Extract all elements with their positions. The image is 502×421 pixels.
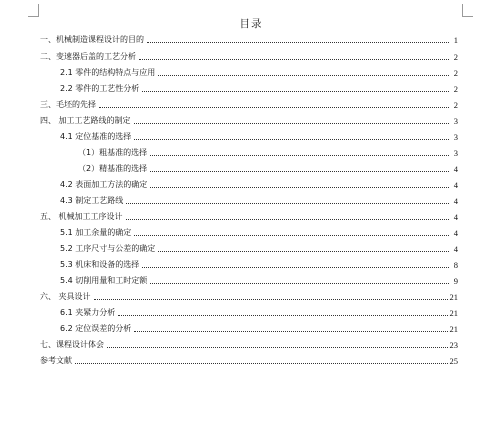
dot-leader	[150, 281, 449, 284]
dot-leader	[126, 201, 449, 204]
toc-entry-page: 4	[453, 196, 458, 206]
toc-entry-text: 5.4 切削用量和工时定额	[60, 276, 148, 285]
dot-leader	[147, 40, 449, 43]
dot-leader	[142, 89, 449, 92]
toc-entry-page: 25	[449, 356, 458, 366]
dot-leader	[126, 217, 449, 220]
toc-title: 目录	[239, 18, 263, 30]
dot-leader	[158, 249, 449, 252]
toc-entry-text: 2.2 零件的工艺性分析	[60, 84, 140, 93]
toc-entry[interactable]	[60, 178, 458, 190]
toc-entry[interactable]	[40, 338, 458, 350]
toc-entry-page: 9	[453, 276, 458, 286]
toc-entry-page: 21	[449, 292, 458, 302]
dot-leader	[134, 233, 449, 236]
dot-leader	[107, 345, 448, 348]
toc-entry-text: 2.1 零件的结构特点与应用	[60, 68, 156, 77]
toc-entry-text: （2）精基准的选择	[78, 164, 148, 173]
toc-entry[interactable]	[40, 354, 458, 366]
dot-leader	[118, 313, 447, 316]
toc-entry[interactable]	[60, 258, 458, 270]
toc-entry-page: 23	[449, 340, 458, 350]
toc-entry[interactable]	[40, 50, 458, 62]
toc-entry[interactable]	[78, 146, 458, 158]
toc-entry-page: 21	[449, 308, 458, 318]
toc-entry[interactable]	[78, 162, 458, 174]
toc-entry-text: 参考文献	[40, 356, 72, 365]
toc-entry-text: 六、 夹具设计	[40, 292, 91, 301]
dot-leader	[134, 137, 449, 140]
toc-entry-text: （1）粗基准的选择	[78, 148, 148, 157]
toc-entry[interactable]	[40, 33, 458, 45]
toc-entry[interactable]	[60, 130, 458, 142]
toc-entry-page: 4	[453, 164, 458, 174]
dot-leader	[134, 329, 447, 332]
toc-entry-page: 4	[453, 228, 458, 238]
toc-entry-text: 6.1 夹紧力分析	[60, 308, 116, 317]
toc-entry[interactable]	[60, 66, 458, 78]
dot-leader	[75, 361, 448, 364]
toc-entry-text: 6.2 定位误差的分析	[60, 324, 132, 333]
toc-entry[interactable]	[60, 242, 458, 254]
toc-entry-text: 5.1 加工余量的确定	[60, 228, 132, 237]
toc-entry-page: 8	[453, 260, 458, 270]
toc-entry-page: 2	[453, 52, 458, 62]
toc-entry[interactable]	[60, 274, 458, 286]
toc-entry[interactable]	[40, 210, 458, 222]
toc-entry-text: 5.3 机床和设备的选择	[60, 260, 140, 269]
toc-entry-page: 1	[453, 35, 458, 45]
dot-leader	[158, 73, 449, 76]
dot-leader	[94, 297, 448, 300]
toc-entry-text: 4.2 表面加工方法的确定	[60, 180, 148, 189]
toc-entry[interactable]	[60, 322, 458, 334]
toc-entry-text: 七、课程设计体会	[40, 340, 104, 349]
dot-leader	[150, 185, 449, 188]
toc-entry[interactable]	[40, 290, 458, 302]
toc-entry-text: 4.1 定位基准的选择	[60, 132, 132, 141]
toc-entry-page: 3	[453, 132, 458, 142]
toc-entry-page: 2	[453, 84, 458, 94]
toc-entry-page: 2	[453, 68, 458, 78]
dot-leader	[150, 153, 449, 156]
toc-entry-page: 21	[449, 324, 458, 334]
toc-entry-text: 四、 加工工艺路线的制定	[40, 116, 131, 125]
toc-entry[interactable]	[60, 82, 458, 94]
toc-entry[interactable]	[40, 98, 458, 110]
toc-entry-page: 2	[453, 100, 458, 110]
toc-entry-page: 3	[453, 116, 458, 126]
toc-entry[interactable]	[40, 114, 458, 126]
toc-entry-page: 4	[453, 244, 458, 254]
toc-entry-text: 一、机械制造课程设计的目的	[40, 35, 144, 44]
dot-leader	[139, 57, 449, 60]
dot-leader	[99, 105, 449, 108]
toc-entry-text: 5.2 工序尺寸与公差的确定	[60, 244, 156, 253]
toc-entry-page: 4	[453, 212, 458, 222]
toc-entry-page: 3	[453, 148, 458, 158]
toc-entry[interactable]	[60, 194, 458, 206]
toc-entry[interactable]	[60, 306, 458, 318]
toc-entry-text: 4.3 制定工艺路线	[60, 196, 124, 205]
toc-entry-text: 三、毛坯的先择	[40, 100, 96, 109]
dot-leader	[150, 169, 449, 172]
dot-leader	[134, 121, 449, 124]
toc-entry[interactable]	[60, 226, 458, 238]
toc-entry-page: 4	[453, 180, 458, 190]
toc-entry-text: 五、 机械加工工序设计	[40, 212, 123, 221]
toc-entry-text: 二、变速器后盖的工艺分析	[40, 52, 136, 61]
dot-leader	[142, 265, 449, 268]
